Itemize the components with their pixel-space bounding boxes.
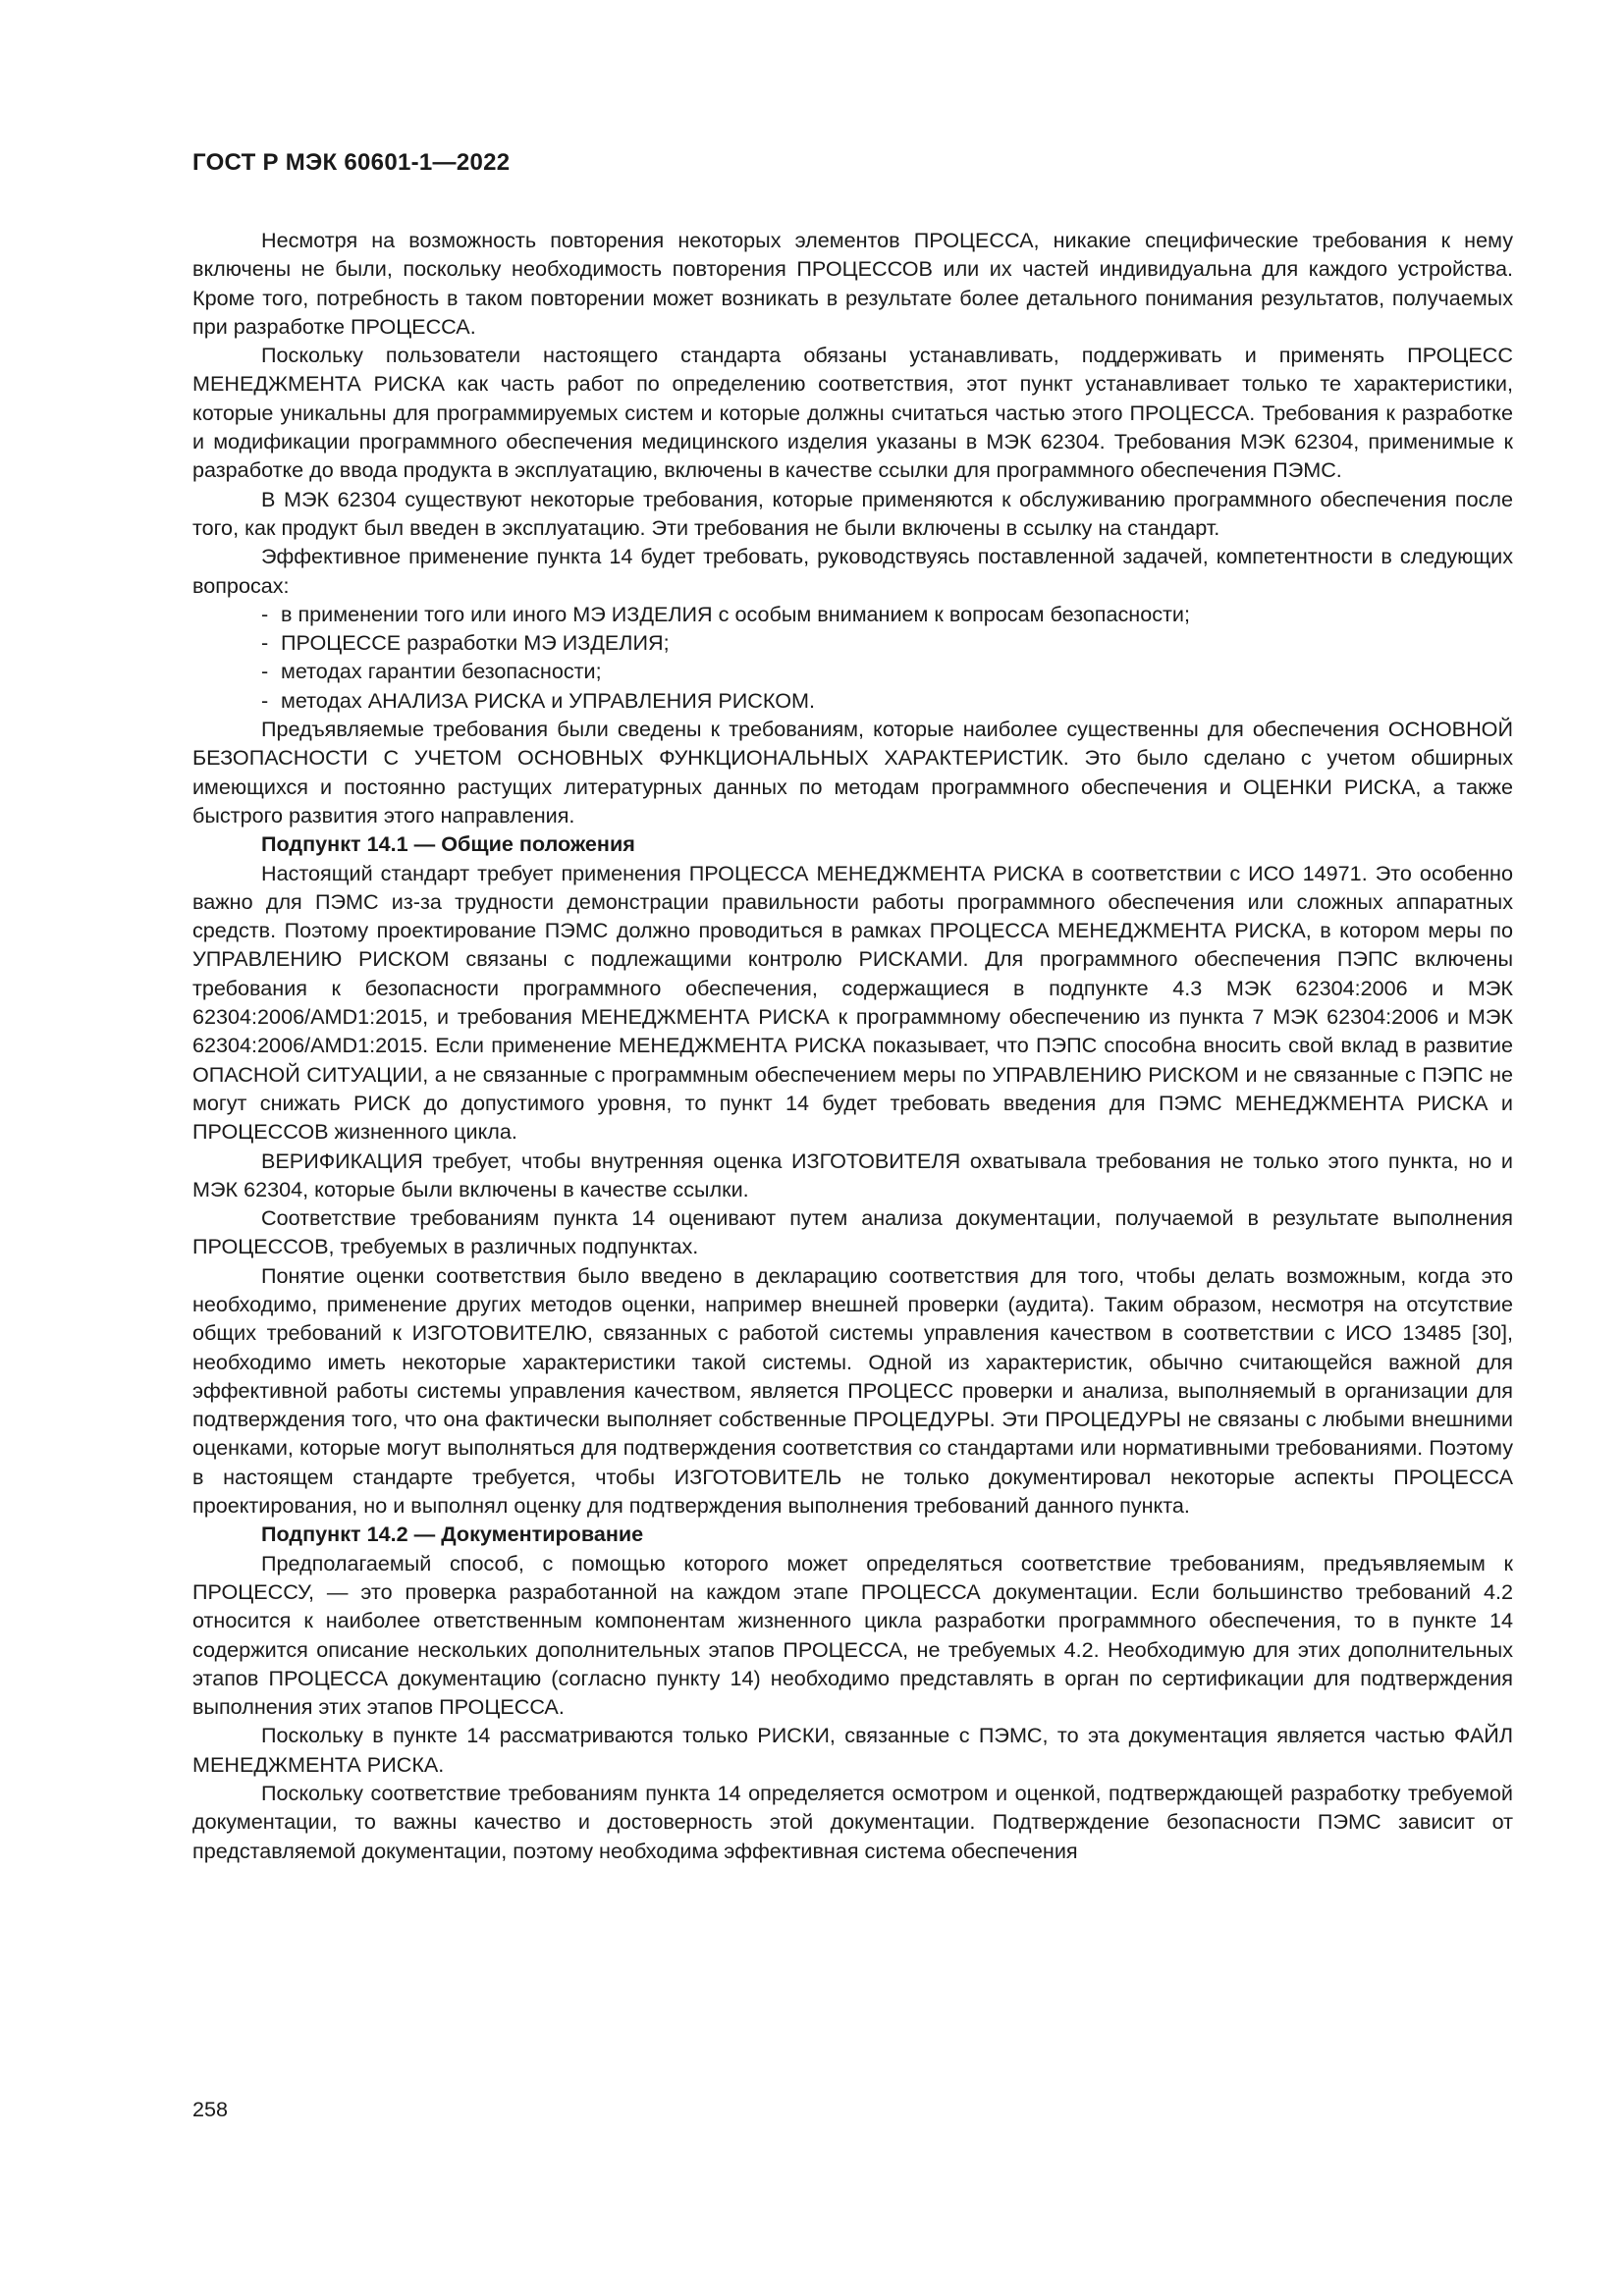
list-marker: - [261, 687, 269, 713]
list-item-text: методах гарантии безопасности; [281, 659, 602, 684]
paragraph: Предполагаемый способ, с помощью которого может определяться соответствие требованиям, предъявляемым к ПРОЦЕССУ, — это проверка разработанной на каждом этапе ПРОЦЕССА документации. Если большинство требований 4.2 относится к наиболее ответственным компонентам жизненного цикла разработки программного обеспечения, то в пункте 14 содержится описание нескольких дополнительных этапов ПРОЦЕССА, не требуемых 4.2. Необходимую для этих дополнительных этапов ПРОЦЕССА документацию (согласно пункту 14) необходимо представлять в орган по сертификации для подтверждения выполнения этих этапов ПРОЦЕССА. [192, 1550, 1513, 1720]
paragraph: Предъявляемые требования были сведены к требованиям, которые наиболее существенны для обеспечения ОСНОВНОЙ БЕЗОПАСНОСТИ С УЧЕТОМ ОСНОВНЫХ ФУНКЦИОНАЛЬНЫХ ХАРАКТЕРИСТИК. Это было сделано с учетом обширных имеющихся и постоянно растущих литературных данных по методам программного обеспечения и ОЦЕНКИ РИСКА, а также быстрого развития этого направления. [192, 717, 1513, 828]
paragraph: Настоящий стандарт требует применения ПРОЦЕССА МЕНЕДЖМЕНТА РИСКА в соответствии с ИСО 14971. Это особенно важно для ПЭМС из-за трудности демонстрации правильности работы программного обеспечения или сложных аппаратных средств. Поэтому проектирование ПЭМС должно проводиться в рамках ПРОЦЕССА МЕНЕДЖМЕНТА РИСКА, в котором меры по УПРАВЛЕНИЮ РИСКОМ связаны с подлежащими контролю РИСКАМИ. Для программного обеспечения ПЭПС включены требования к безопасности программного обеспечения, содержащиеся в подпункте 4.3 МЭК 62304:2006 и МЭК 62304:2006/AMD1:2015, и требования МЕНЕДЖМЕНТА РИСКА к программному обеспечению из пункта 7 МЭК 62304:2006 и МЭК 62304:2006/AMD1:2015. Если применение МЕНЕДЖМЕНТА РИСКА показывает, что ПЭПС способна вносить свой вклад в развитие ОПАСНОЙ СИТУАЦИИ, а не связанные с программным обеспечением меры по УПРАВЛЕНИЮ РИСКОМ и не связанные с ПЭПС не могут снижать РИСК до допустимого уровня, то пункт 14 будет требовать введения для ПЭМС МЕНЕДЖМЕНТА РИСКА и ПРОЦЕССОВ жизненного цикла. [192, 860, 1513, 1145]
paragraph: Соответствие требованиям пункта 14 оценивают путем анализа документации, получаемой в результате выполнения ПРОЦЕССОВ, требуемых в различных подпунктах. [192, 1205, 1513, 1259]
paragraph: Несмотря на возможность повторения некоторых элементов ПРОЦЕССА, никакие специфические требования к нему включены не были, поскольку необходимость повторения ПРОЦЕССОВ или их частей индивидуальна для каждого устройства. Кроме того, потребность в таком повторении может возникать в результате более детального понимания результатов, получаемых при разработке ПРОЦЕССА. [192, 228, 1513, 339]
standard-header: ГОСТ Р МЭК 60601-1—2022 [192, 149, 511, 176]
list-marker: - [261, 630, 269, 656]
paragraph: ВЕРИФИКАЦИЯ требует, чтобы внутренняя оценка ИЗГОТОВИТЕЛЯ охватывала требования не только этого пункта, но и МЭК 62304, которые были включены в качестве ссылки. [192, 1148, 1513, 1201]
list-item [192, 628, 1513, 657]
paragraph: Понятие оценки соответствия было введено в декларацию соответствия для того, чтобы делать возможным, когда это необходимо, применение других методов оценки, например внешней проверки (аудита). Таким образом, несмотря на отсутствие общих требований к ИЗГОТОВИТЕЛЮ, связанных с работой системы управления качеством в соответствии с ИСО 13485 [30], необходимо иметь некоторые характеристики такой системы. Одной из характеристик, обычно считающейся важной для эффективной работы системы управления качеством, является ПРОЦЕСС проверки и анализа, выполняемый в организации для подтверждения того, что она фактически выполняет собственные ПРОЦЕДУРЫ. Эти ПРОЦЕДУРЫ не связаны с любыми внешними оценками, которые могут выполняться для подтверждения соответствия со стандартами или нормативными требованиями. Поэтому в настоящем стандарте требуется, чтобы ИЗГОТОВИТЕЛЬ не только документировал некоторые аспекты ПРОЦЕССА проектирования, но и выполнял оценку для подтверждения выполнения требований данного пункта. [192, 1262, 1513, 1519]
list-item [192, 657, 1513, 685]
page-number: 258 [192, 2097, 229, 2121]
paragraph: Поскольку соответствие требованиям пункта 14 определяется осмотром и оценкой, подтверждающей разработку требуемой документации, то важны качество и достоверность этой документации. Подтверждение безопасности ПЭМС зависит от представляемой документации, поэтому необходима эффективная система обеспечения [192, 1781, 1513, 1863]
body-text [192, 226, 1513, 1865]
competence-list [192, 600, 1513, 715]
paragraph: Эффективное применение пункта 14 будет требовать, руководствуясь поставленной задачей, компетентности в следующих вопросах: [192, 544, 1513, 598]
paragraph: В МЭК 62304 существуют некоторые требования, которые применяются к обслуживанию программного обеспечения после того, как продукт был введен в эксплуатацию. Эти требования не были включены в ссылку на стандарт. [192, 486, 1513, 540]
paragraph: Поскольку в пункте 14 рассматриваются только РИСКИ, связанные с ПЭМС, то эта документация является частью ФАЙЛ МЕНЕДЖМЕНТА РИСКА. [192, 1723, 1513, 1777]
list-item-text: методах АНАЛИЗА РИСКА и УПРАВЛЕНИЯ РИСКОМ. [281, 687, 815, 713]
subsection-heading-14-2: Подпункт 14.2 — Документирование [261, 1522, 644, 1547]
list-item-text: в применении того или иного МЭ ИЗДЕЛИЯ с особым вниманием к вопросам безопасности; [281, 601, 1190, 626]
list-item [192, 600, 1513, 628]
list-marker: - [261, 601, 269, 626]
paragraph: Поскольку пользователи настоящего стандарта обязаны устанавливать, поддерживать и применять ПРОЦЕСС МЕНЕДЖМЕНТА РИСКА как часть работ по определению соответствия, этот пункт устанавливает только те характеристики, которые уникальны для программируемых систем и которые должны считаться частью этого ПРОЦЕССА. Требования к разработке и модификации программного обеспечения медицинского изделия указаны в МЭК 62304. Требования МЭК 62304, применимые к разработке до ввода продукта в эксплуатацию, включены в качестве ссылки для программного обеспечения ПЭМС. [192, 343, 1513, 483]
subsection-heading-14-1: Подпункт 14.1 — Общие положения [261, 831, 635, 857]
list-item [192, 686, 1513, 715]
list-marker: - [261, 659, 269, 684]
list-item-text: ПРОЦЕССЕ разработки МЭ ИЗДЕЛИЯ; [281, 630, 670, 656]
